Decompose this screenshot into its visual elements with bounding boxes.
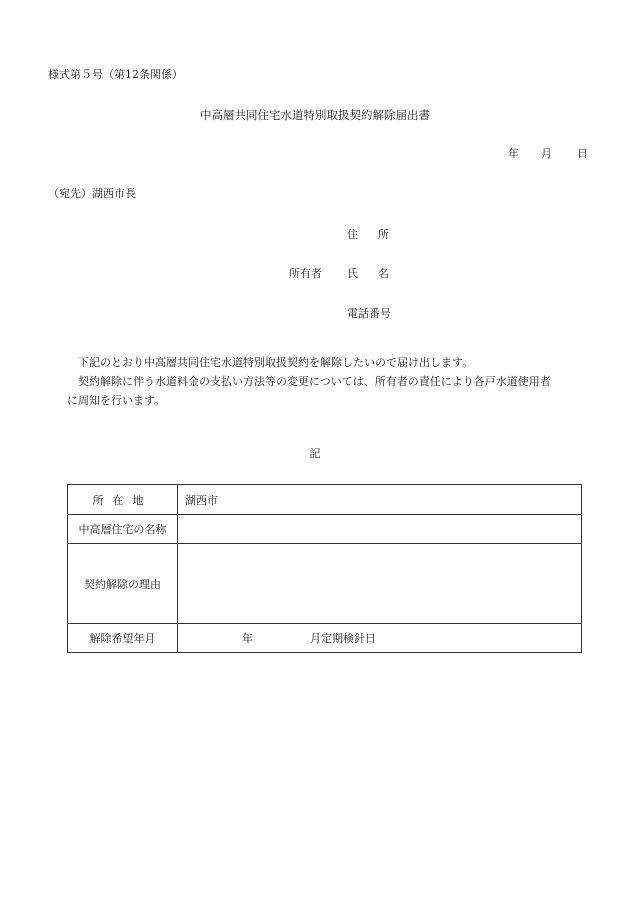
form-number: 様式第５号（第12条関係） xyxy=(48,68,183,81)
ki-heading: 記 xyxy=(309,447,321,460)
date-year-label: 年 xyxy=(508,147,519,160)
body-paragraph-2-line-2: に周知を行います。 xyxy=(67,393,166,407)
detail-table xyxy=(67,484,582,653)
table-row xyxy=(68,515,582,544)
body-paragraph-2 xyxy=(67,373,589,410)
building-name-value[interactable] xyxy=(178,515,582,544)
owner-label: 所有者 xyxy=(289,267,322,280)
phone-label: 電話番号 xyxy=(347,307,391,320)
date-month-label: 月 xyxy=(541,147,552,160)
address-label: 住所 xyxy=(347,228,409,241)
desired-month-label: 解除希望年月 xyxy=(68,624,178,653)
document-title: 中高層共同住宅水道特別取扱契約解除届出書 xyxy=(200,108,430,122)
table-row xyxy=(68,544,582,624)
name-label: 氏名 xyxy=(347,267,409,280)
building-name-label: 中高層住宅の名称 xyxy=(68,515,178,544)
addressee: （宛先）湖西市長 xyxy=(48,187,136,200)
table-row xyxy=(68,624,582,653)
desired-year-unit: 年 xyxy=(242,632,253,645)
location-label-text: 所在地 xyxy=(92,493,153,507)
cancel-reason-value[interactable] xyxy=(178,544,582,624)
location-label xyxy=(68,485,178,515)
cancel-reason-label: 契約解除の理由 xyxy=(68,544,178,624)
table-row xyxy=(68,485,582,515)
desired-month-unit: 月定期検針日 xyxy=(310,632,376,645)
desired-month-value[interactable] xyxy=(178,624,582,653)
location-value[interactable]: 湖西市 xyxy=(178,485,582,515)
date-day-label: 日 xyxy=(577,147,588,160)
body-paragraph-1: 下記のとおり中高層共同住宅水道特別取扱契約を解除したいので届け出します。 xyxy=(78,356,474,369)
body-paragraph-2-line-1: 契約解除に伴う水道料金の支払い方法等の変更については、所有者の責任により各戸水道使用者 xyxy=(78,375,551,388)
